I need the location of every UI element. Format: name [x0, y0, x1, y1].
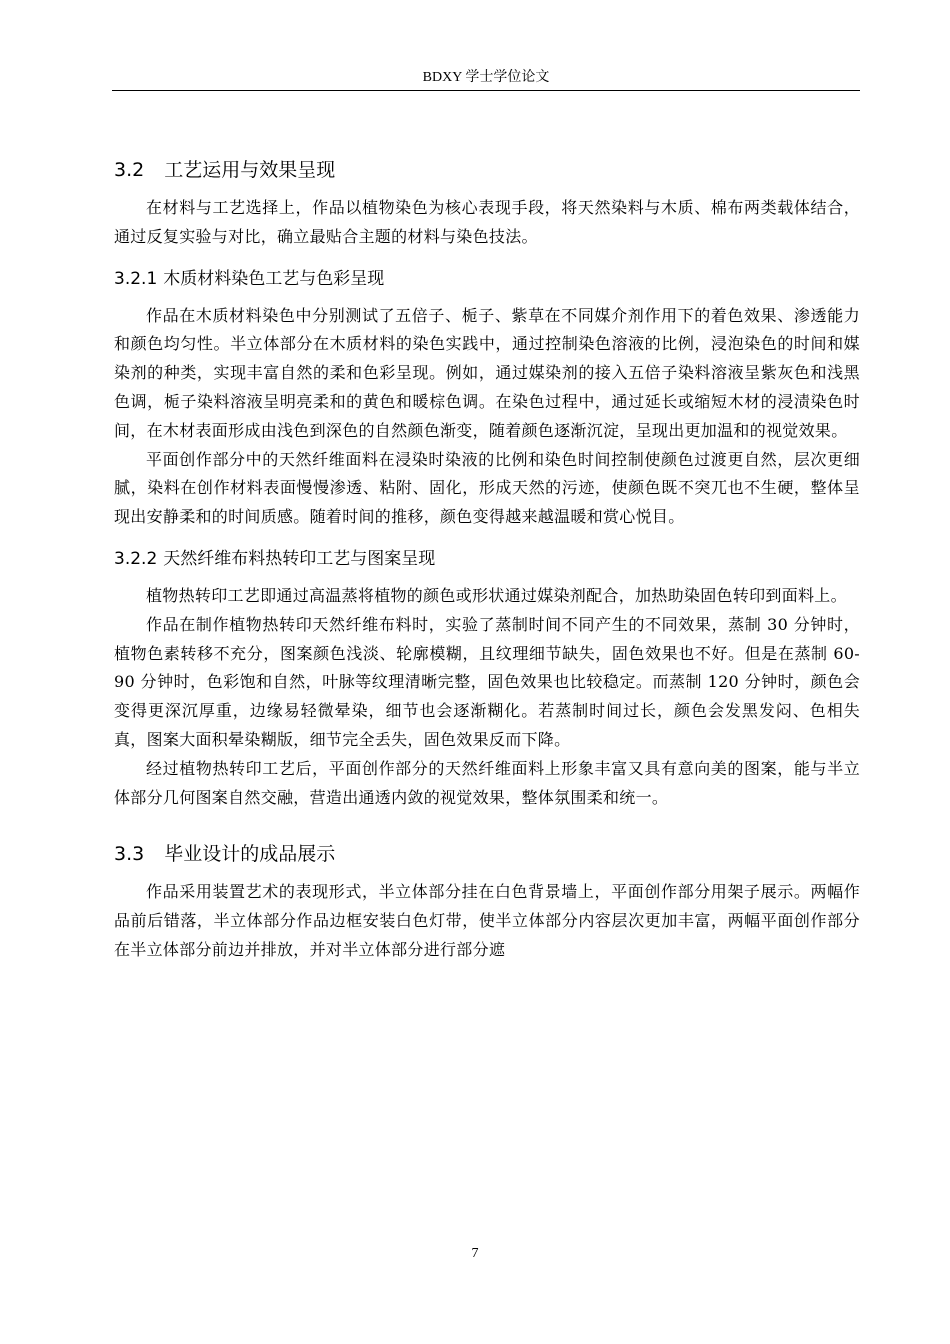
page-footer	[0, 1246, 950, 1262]
subsection-title: 木质材料染色工艺与色彩呈现	[163, 268, 385, 289]
page-header	[112, 68, 860, 91]
page-number: 7	[471, 1246, 479, 1261]
section-title: 工艺运用与效果呈现	[164, 159, 336, 181]
paragraph: 在材料与工艺选择上，作品以植物染色为核心表现手段，将天然染料与木质、棉布两类载体结合，通过反复实验与对比，确立最贴合主题的材料与染色技法。	[114, 198, 860, 246]
subsection-heading-3-2-1	[114, 260, 860, 298]
section-number: 3.2	[114, 159, 145, 181]
paragraph: 作品在木质材料染色中分别测试了五倍子、栀子、紫草在不同媒介剂作用下的着色效果、渗透能力和颜色均匀性。半立体部分在木质材料的染色实践中，通过控制染色溶液的比例，浸泡染色的时间和媒染剂的种类，实现丰富自然的柔和色彩呈现。例如，通过媒染剂的接入五倍子染料溶液呈紫灰色和浅黑色调，栀子染料溶液呈明亮柔和的黄色和暖棕色调。在染色过程中，通过延长或缩短木材的浸渍染色时间，在木材表面形成由浅色到深色的自然颜色渐变，随着颜色逐渐沉淀，呈现出更加温和的视觉效果。	[114, 305, 860, 440]
paragraph: 经过植物热转印工艺后，平面创作部分的天然纤维面料上形象丰富又具有意向美的图案，能与半立体部分几何图案自然交融，营造出通透内敛的视觉效果，整体氛围柔和统一。	[114, 758, 860, 807]
subsection-title: 天然纤维布料热转印工艺与图案呈现	[163, 548, 436, 569]
paragraph: 作品在制作植物热转印天然纤维布料时，实验了蒸制时间不同产生的不同效果，蒸制 30 分钟时，植物色素转移不充分，图案颜色浅淡、轮廓模糊，且纹理细节缺失，固色效果也不好。但是在蒸制 60-90 分钟时，色彩饱和自然，叶脉等纹理清晰完整，固色效果也比较稳定。而蒸制 120 分钟时，颜色会变得更深沉厚重，边缘易轻微晕染，细节也会逐渐糊化。若蒸制时间过长，颜色会发黑发闷、色相失真，图案大面积晕染糊版，细节完全丢失，固色效果反而下降。	[114, 614, 860, 749]
section-number: 3.3	[114, 843, 145, 866]
paragraph: 作品采用装置艺术的表现形式，半立体部分挂在白色背景墙上，平面创作部分用架子展示。两幅作品前后错落，半立体部分作品边框安装白色灯带，使半立体部分内容层次更加丰富，两幅平面创作部分在半立体部分前边并排放，并对半立体部分进行部分遮	[114, 882, 860, 959]
document-body	[114, 150, 860, 965]
paragraph: 植物热转印工艺即通过高温蒸将植物的颜色或形状通过媒染剂配合，加热助染固色转印到面料上。	[146, 585, 847, 605]
subsection-number: 3.2.1	[114, 268, 158, 289]
section-heading-3-3	[114, 834, 860, 874]
paragraph: 平面创作部分中的天然纤维面料在浸染时染液的比例和染色时间控制使颜色过渡更自然，层次更细腻，染料在创作材料表面慢慢渗透、粘附、固化，形成天然的污迹，使颜色既不突兀也不生硬，整体呈现出安静柔和的时间质感。随着时间的推移，颜色变得越来越温暖和赏心悦目。	[114, 449, 860, 527]
subsection-number: 3.2.2	[114, 548, 158, 569]
section-title: 毕业设计的成品展示	[164, 843, 336, 866]
section-heading-3-2	[114, 150, 860, 190]
subsection-heading-3-2-2	[114, 540, 860, 578]
header-title: BDXY 学士学位论文	[422, 70, 550, 85]
